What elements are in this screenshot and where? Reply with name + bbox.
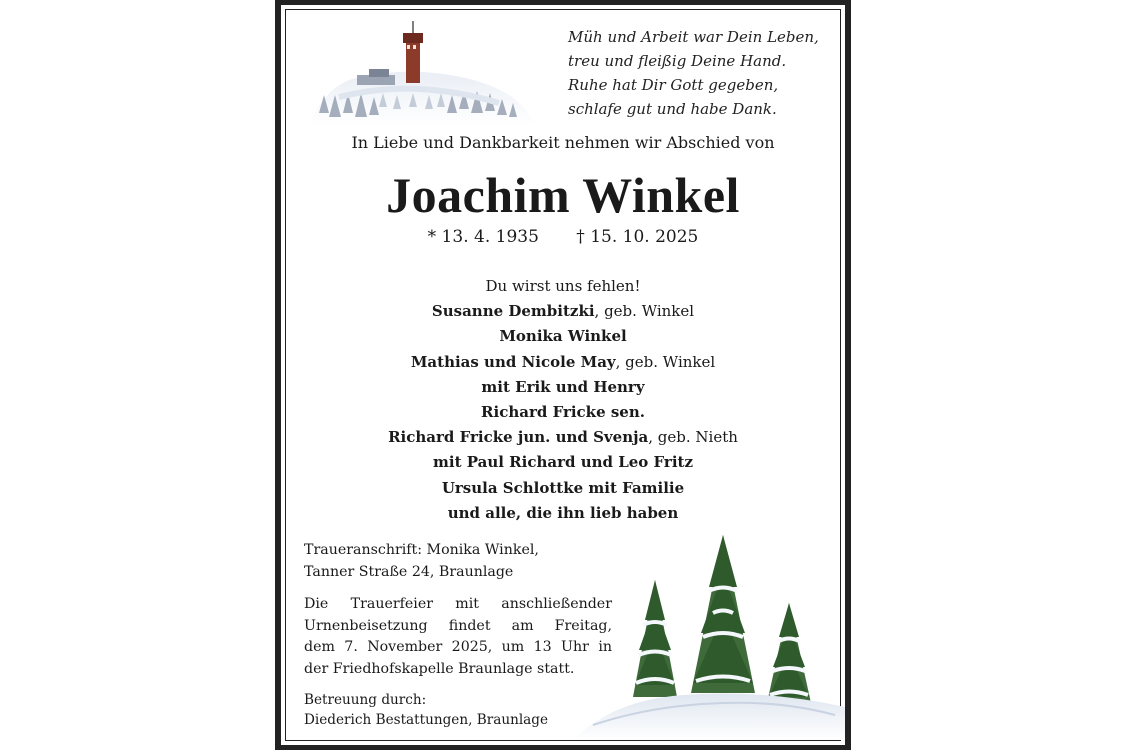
ceremony-info [304,594,612,680]
mourner-suffix: , geb. Winkel [615,352,716,371]
poem [568,25,838,121]
mourner-name: Richard Fricke jun. und Svenja [388,428,649,447]
tower-illustration [309,17,535,127]
death-date: † 15. 10. 2025 [576,227,699,247]
life-dates [281,227,845,247]
mourner-name: und alle, die ihn lieb haben [447,503,679,522]
opening-line: Du wirst uns fehlen! [485,277,641,295]
mourner-name: Richard Fricke sen. [481,403,645,422]
obituary-inner [281,5,845,745]
mourner-line [281,400,845,425]
mourner-suffix: , geb. Nieth [648,428,738,447]
mourner-line [281,501,845,526]
mourner-line [281,425,845,450]
mourner-suffix: , geb. Winkel [594,302,695,321]
ceremony-line: der Friedhofskapelle Braunlage statt. [304,660,575,677]
mourner-line [281,375,845,400]
care-label: Betreuung durch: [304,692,427,708]
ceremony-line: dem 7. November 2025, um 13 Uhr in [304,639,612,655]
obituary-card [275,0,851,750]
mourner-name: Mathias und Nicole May [410,352,616,371]
care-provider: Diederich Bestattungen, Braunlage [304,712,549,728]
funeral-care [304,690,614,730]
mourner-line [281,350,845,375]
mourner-name: Susanne Dembitzki [431,302,595,321]
tree-left [633,580,677,697]
address-line: Tanner Straße 24, Braunlage [304,563,514,580]
ceremony-line: Urnenbeisetzung findet am Freitag, [304,617,612,634]
mourner-line [281,450,845,475]
birth-date: * 13. 4. 1935 [427,227,539,247]
trees-illustration [573,525,845,740]
address-line: Traueranschrift: Monika Winkel, [304,542,539,558]
mourner-name: mit Erik und Henry [481,377,645,396]
deceased-name: Joachim Winkel [386,167,740,223]
poem-line: treu und fleißig Deine Hand. [568,52,787,70]
mourner-name: mit Paul Richard und Leo Fritz [433,453,693,472]
tree-right [767,603,811,703]
poem-line: Müh und Arbeit war Dein Leben, [568,28,819,46]
intro-text: In Liebe und Dankbarkeit nehmen wir Abschied von [351,133,775,152]
poem-line: schlafe gut und habe Dank. [568,100,777,118]
ceremony-line: Die Trauerfeier mit anschließender [304,596,612,612]
mourner-line [281,476,845,501]
mourner-name: Ursula Schlottke mit Familie [441,478,685,497]
poem-line: Ruhe hat Dir Gott gegeben, [568,76,779,94]
mourning-address [304,540,614,583]
mourners-list [281,274,845,526]
mourner-line [281,299,845,324]
tree-middle [691,535,755,693]
mourner-name: Monika Winkel [499,327,627,346]
mourner-line [281,324,845,349]
